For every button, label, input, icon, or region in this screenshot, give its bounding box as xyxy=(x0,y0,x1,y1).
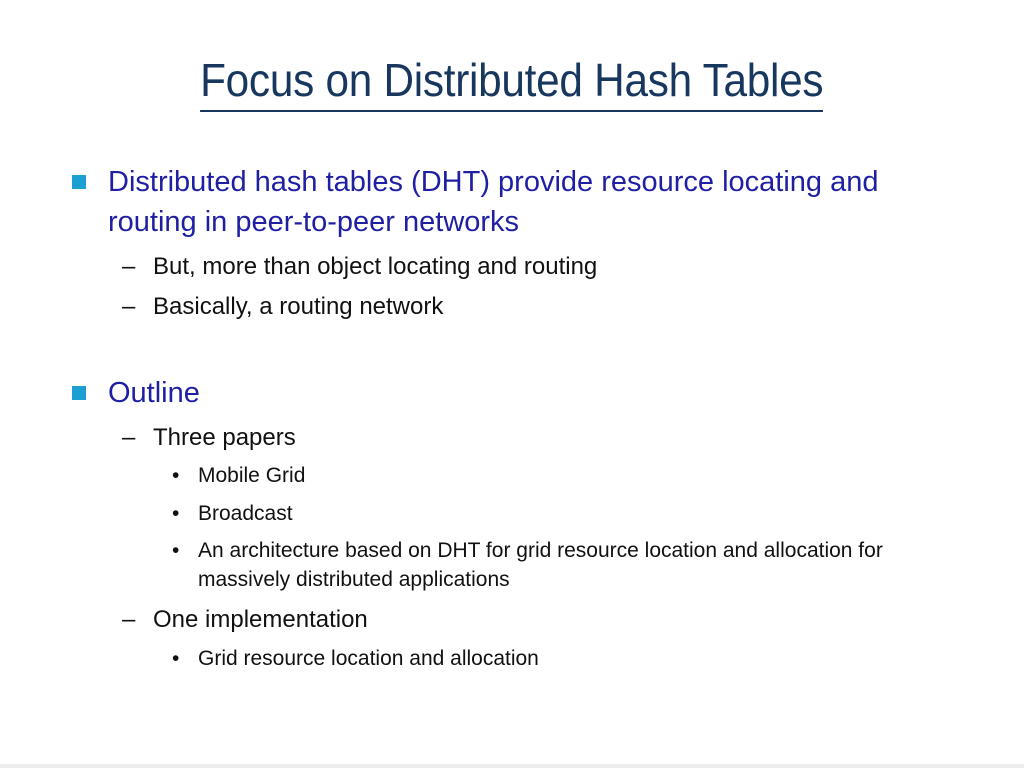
dash-marker: – xyxy=(122,424,136,451)
dot-marker: • xyxy=(172,539,180,562)
square-bullet-icon xyxy=(72,386,86,400)
sub-bullet-text: But, more than object locating and routing xyxy=(153,253,598,280)
bottom-rule xyxy=(0,764,1024,768)
dot-marker: • xyxy=(172,502,180,525)
sub-sub-bullet-text: Mobile Grid xyxy=(198,464,306,487)
sub-sub-bullet-text: An architecture based on DHT for grid resource location and allocation for massively distributed applications xyxy=(198,539,883,591)
bullet-text: Distributed hash tables (DHT) provide resource locating and routing in peer-to-peer networks xyxy=(108,166,879,238)
square-bullet-icon xyxy=(72,175,86,189)
sub-bullet-text: One implementation xyxy=(153,606,368,633)
sub-sub-bullet-text: Broadcast xyxy=(198,502,293,525)
dot-marker: • xyxy=(172,647,180,670)
dash-marker: – xyxy=(122,606,136,633)
bullet-text: Outline xyxy=(108,377,200,409)
sub-bullet-text: Basically, a routing network xyxy=(153,293,444,320)
dash-marker: – xyxy=(122,253,136,280)
slide-title: Focus on Distributed Hash Tables xyxy=(200,52,823,112)
sub-bullet-text: Three papers xyxy=(153,424,296,451)
dash-marker: – xyxy=(122,293,136,320)
sub-sub-bullet-text: Grid resource location and allocation xyxy=(198,647,539,670)
dot-marker: • xyxy=(172,464,180,487)
